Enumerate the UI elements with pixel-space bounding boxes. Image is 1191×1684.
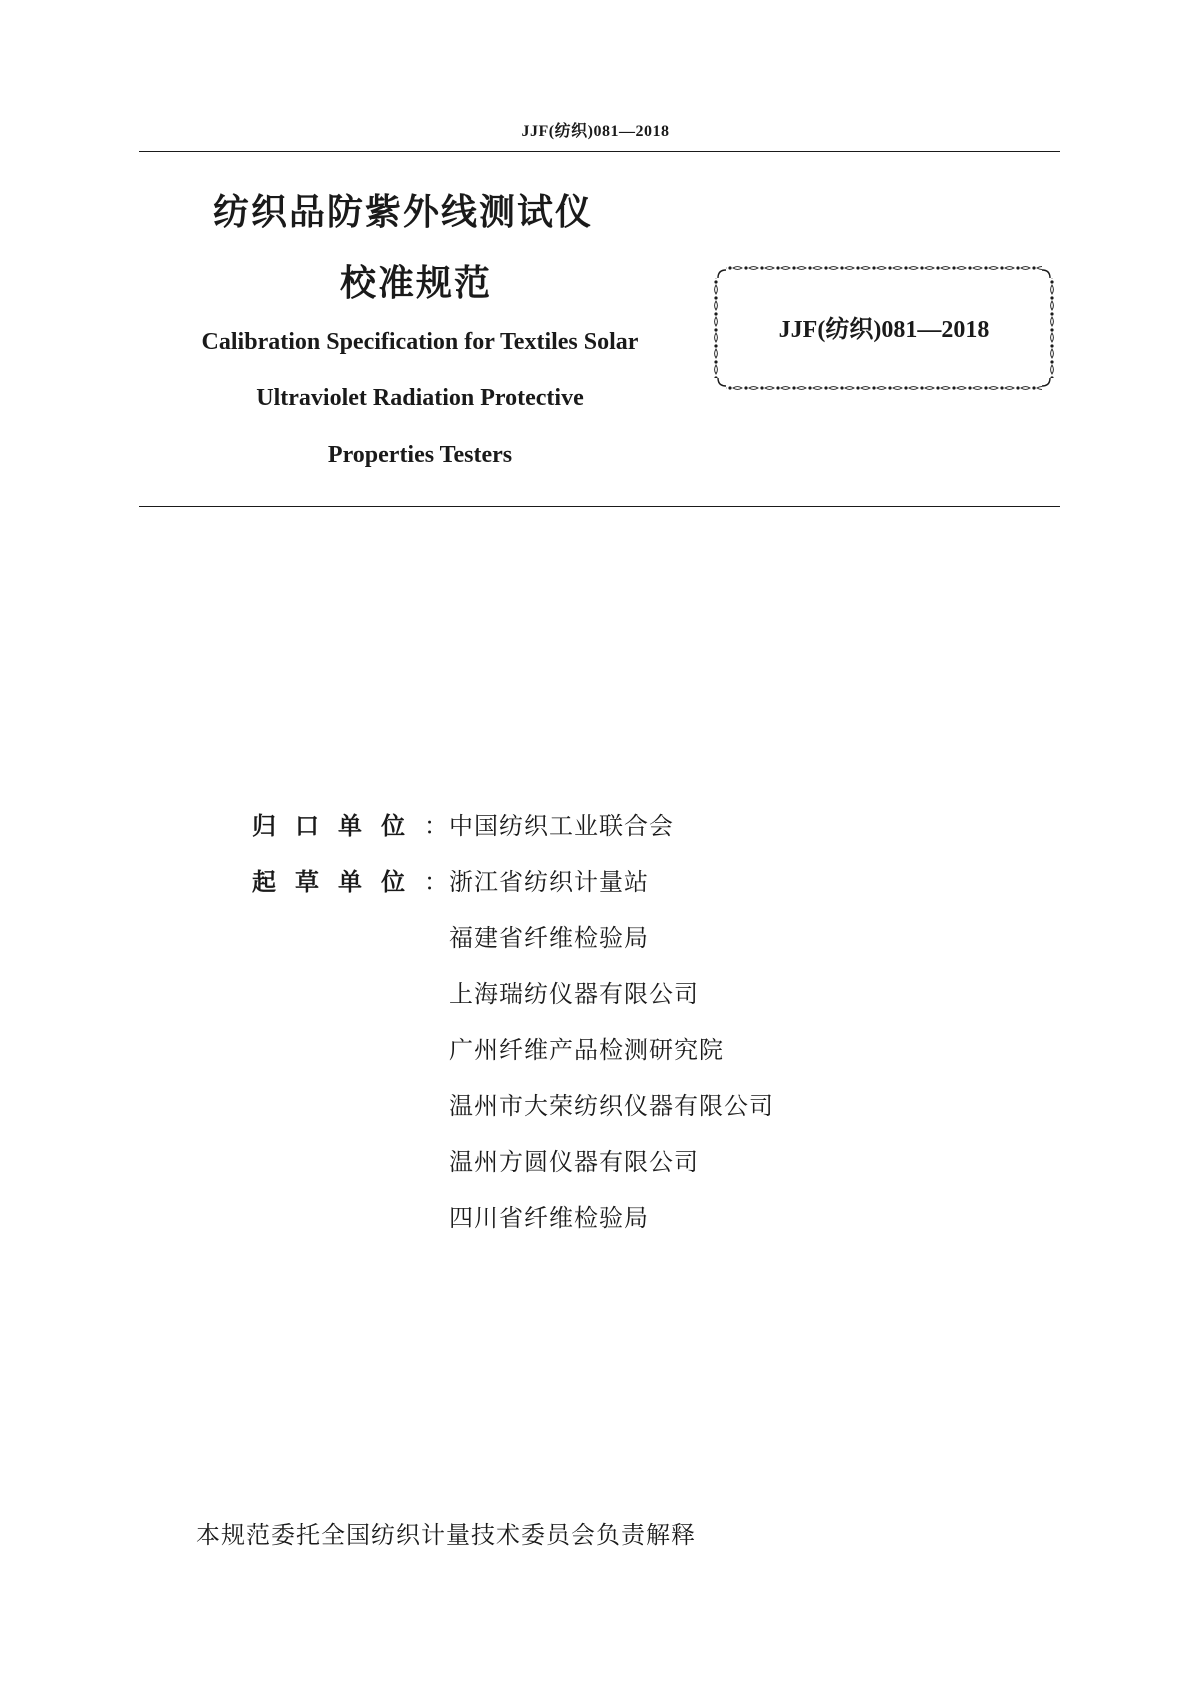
title-chinese-line-2: 校准规范 bbox=[340, 263, 493, 304]
header-divider bbox=[139, 151, 1060, 152]
drafting-unit-label: 起草单位 bbox=[252, 868, 424, 896]
drafting-unit: 广州纤维产品检测研究院 bbox=[449, 1036, 724, 1064]
document-code: JJF(纺织)081—2018 bbox=[778, 317, 990, 343]
document-code-box bbox=[712, 264, 1056, 392]
responsible-unit-label: 归口单位 bbox=[252, 812, 424, 840]
responsible-unit-colon: ： bbox=[424, 812, 448, 840]
drafting-unit: 上海瑞纺仪器有限公司 bbox=[449, 980, 699, 1008]
title-english-line-1: Calibration Specification for Textiles Solar bbox=[201, 329, 639, 355]
responsible-unit: 中国纺织工业联合会 bbox=[449, 812, 674, 840]
title-divider bbox=[139, 506, 1060, 507]
title-chinese-line-1: 纺织品防紫外线测试仪 bbox=[213, 192, 594, 233]
drafting-unit: 福建省纤维检验局 bbox=[449, 924, 649, 952]
title-english-line-3: Properties Testers bbox=[327, 442, 513, 468]
drafting-unit: 温州方圆仪器有限公司 bbox=[449, 1148, 699, 1176]
drafting-unit: 四川省纤维检验局 bbox=[449, 1204, 649, 1232]
drafting-unit: 浙江省纺织计量站 bbox=[449, 868, 649, 896]
drafting-unit: 温州市大荣纺织仪器有限公司 bbox=[449, 1092, 774, 1120]
title-english-line-2: Ultraviolet Radiation Protective bbox=[256, 385, 584, 411]
drafting-unit-colon: ： bbox=[424, 868, 448, 896]
header-document-code: JJF(纺织)081—2018 bbox=[521, 123, 670, 140]
interpretation-note: 本规范委托全国纺织计量技术委员会负责解释 bbox=[196, 1521, 696, 1549]
